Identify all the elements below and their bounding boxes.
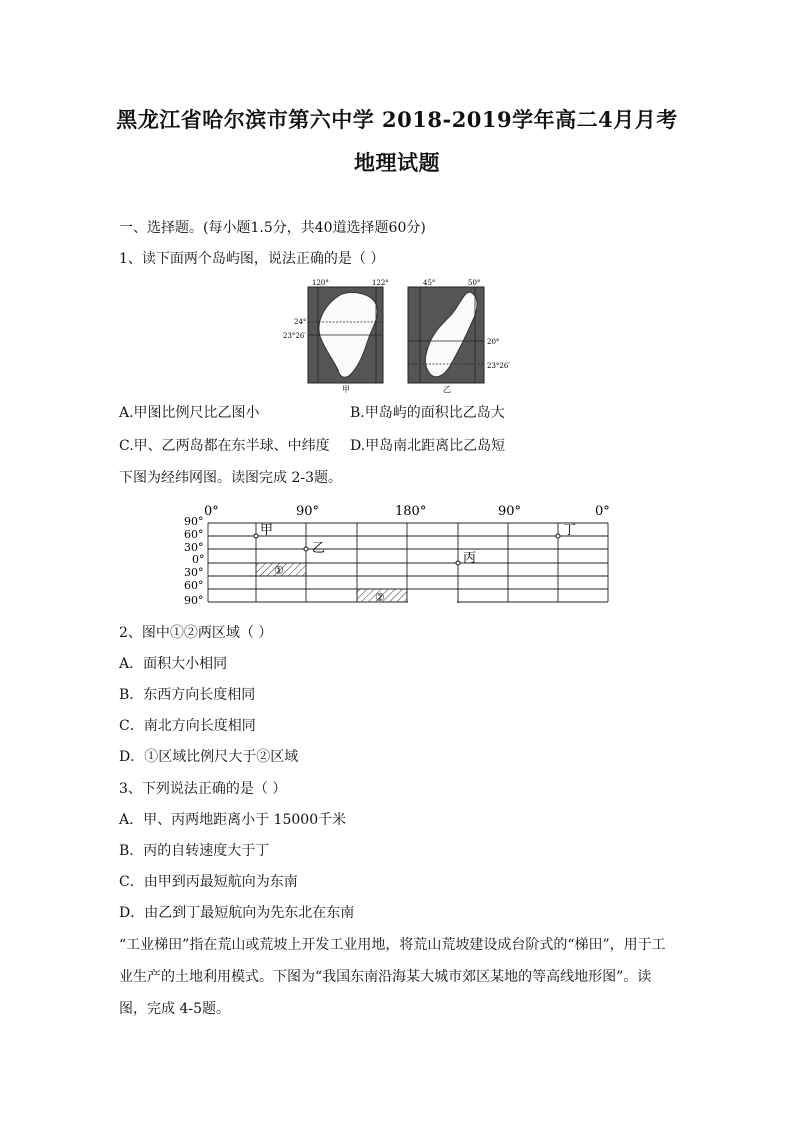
lat-label-0: 0° [192, 553, 205, 566]
lat-label-60n: 60° [184, 528, 204, 541]
page-title: 黑龙江省哈尔滨市第六中学 2018-2019学年高二4月月考 [116, 107, 678, 132]
yi-lon-50: 50° [468, 279, 481, 287]
jia-caption: 甲 [342, 385, 350, 394]
q3-option-d: D．由乙到丁最短航向为先东北在东南 [119, 905, 355, 921]
lat-label-30s: 30° [184, 566, 204, 579]
yi-lon-45: 45° [423, 279, 436, 287]
region-2-label: ② [375, 591, 385, 604]
region-1-label: ① [274, 564, 284, 577]
lat-label-90s: 90° [184, 594, 204, 607]
yi-lat-2326: 23°26′ [487, 362, 510, 370]
point-ding-label: 丁 [563, 523, 577, 538]
jia-lat-2326: 23°26′ [283, 332, 306, 340]
lon-label-180: 180° [395, 504, 427, 519]
q2-option-c: C．南北方向长度相同 [119, 718, 256, 734]
jia-lon-122: 122° [372, 279, 389, 287]
q3-stem: 3、下列说法正确的是（ ） [119, 781, 287, 797]
q1-stem: 1、读下面两个岛屿图，说法正确的是（ ） [119, 251, 385, 267]
q3-option-a: A．甲、丙两地距离小于 15000千米 [119, 812, 347, 828]
point-ding [556, 534, 560, 538]
point-bing-label: 丙 [463, 551, 477, 566]
lon-label-0-right: 0° [595, 504, 610, 519]
graticule-figure [180, 500, 620, 608]
point-bing [456, 561, 460, 565]
q2-option-b: B．东西方向长度相同 [119, 687, 256, 703]
q2-option-d: D．①区域比例尺大于②区域 [119, 749, 299, 765]
lon-label-90e: 90° [296, 504, 320, 519]
q3-option-c: C．由甲到丙最短航向为东南 [119, 874, 298, 890]
q2-option-a: A．面积大小相同 [119, 656, 228, 672]
lon-label-0-left: 0° [204, 504, 219, 519]
lon-label-90w: 90° [498, 504, 522, 519]
point-jia [254, 534, 258, 538]
lat-label-30n: 30° [184, 541, 204, 554]
q3-option-b: B．丙的自转速度大于丁 [119, 843, 270, 859]
q1-option-a: A.甲图比例尺比乙图小 [119, 405, 260, 421]
point-yi-label: 乙 [312, 541, 326, 556]
yi-caption: 乙 [443, 385, 451, 394]
point-jia-label: 甲 [260, 523, 274, 538]
lat-label-60s: 60° [184, 579, 204, 592]
q2-stem: 2、图中①②两区域（ ） [119, 625, 273, 641]
yi-lat-20: 20° [487, 338, 500, 346]
point-yi [304, 547, 308, 551]
island-map-jia [283, 279, 389, 394]
jia-lat-24: 24° [294, 318, 307, 326]
q1-option-d: D.甲岛南北距离比乙岛短 [350, 438, 506, 454]
q1-option-c: C.甲、乙两岛都在东半球、中纬度 [119, 438, 330, 454]
q1-option-b: B.甲岛屿的面积比乙岛大 [350, 405, 505, 421]
page-subtitle: 地理试题 [354, 150, 440, 175]
jia-lon-120: 120° [312, 279, 329, 287]
island-figure [280, 278, 520, 398]
passage-q4-5: “工业梯田”指在荒山或荒坡上开发工业用地，将荒山荒坡建设成台阶式的“梯田”，用于工业生产的土地利用模式。下图为“我国东南沿海某大城市郊区某地的等高线地形图”。读图，完成 4-5题。 [119, 937, 666, 1017]
section-heading: 一、选择题。(每小题1.5分，共40道选择题60分) [119, 220, 426, 236]
intro-q2-3: 下图为经纬网图。读图完成 2-3题。 [119, 470, 342, 486]
island-map-yi [408, 279, 510, 394]
lat-label-90n: 90° [184, 515, 204, 528]
